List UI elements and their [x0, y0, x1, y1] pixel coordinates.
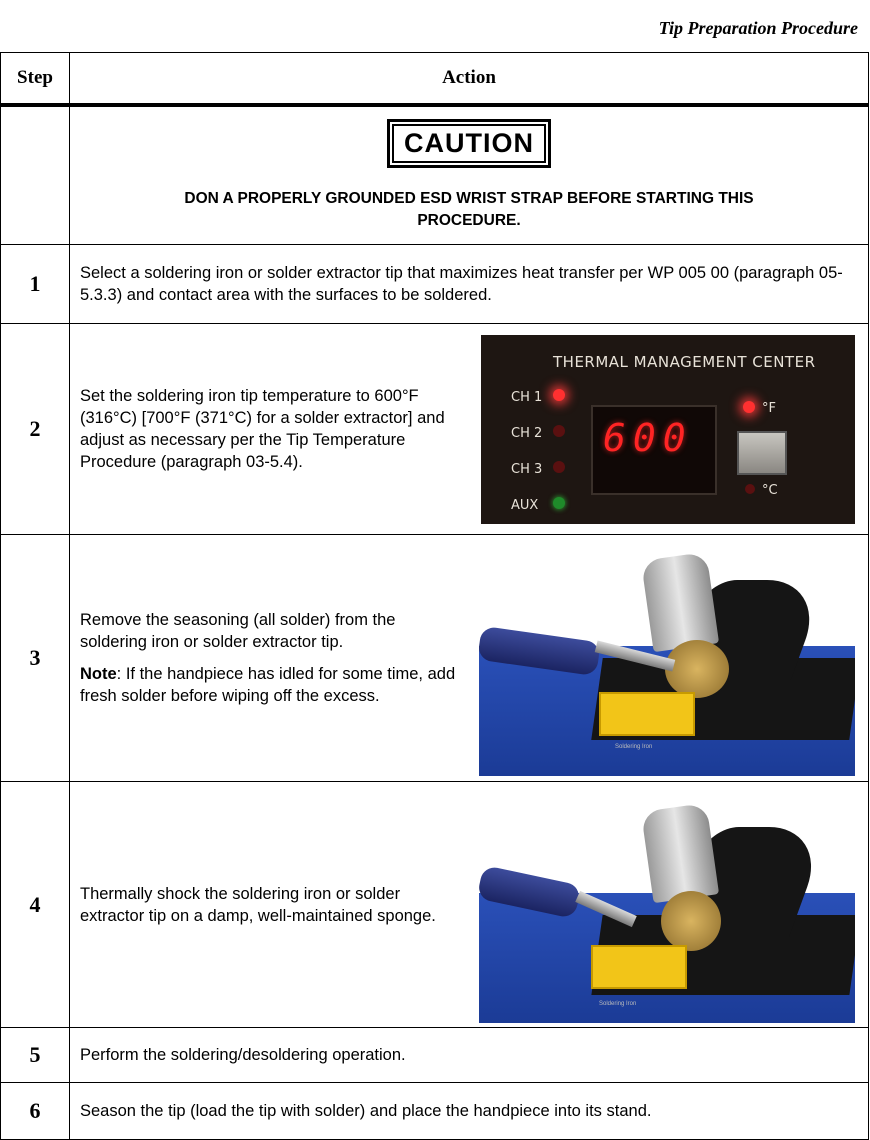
ch1-led-icon [553, 389, 565, 401]
caution-row [1, 105, 869, 245]
brass-wool [661, 891, 721, 951]
table-row [1, 782, 869, 1028]
iron-holder-cone [641, 552, 719, 652]
step-action-cell [70, 535, 869, 782]
stand-brand-text: Soldering Iron [615, 744, 653, 750]
caution-label: CAUTION [387, 119, 551, 168]
fahrenheit-led-icon [743, 401, 755, 413]
step-note [80, 663, 460, 707]
unit-c-label: °C [762, 482, 778, 498]
channel-label: CH 1 [511, 389, 543, 405]
table-header-row [1, 53, 869, 106]
step-number: 2 [1, 324, 70, 535]
step-number: 1 [1, 245, 70, 324]
table-row [1, 245, 869, 324]
table-row [1, 1083, 869, 1140]
channel-label: AUX [511, 497, 539, 513]
temperature-display [591, 405, 717, 495]
column-header-step: Step [1, 53, 70, 106]
step-number: 6 [1, 1083, 70, 1140]
column-header-action: Action [70, 53, 869, 106]
table-row [1, 535, 869, 782]
caution-cell [70, 105, 869, 245]
step-action-text: Set the soldering iron tip temperature to 600°F (316°C) [700°F (371°C) for a solder extractor] and adjust as necessary per the Tip Temperature Procedure (paragraph 03-5.4). [80, 387, 445, 471]
iron-holder-cone [641, 802, 719, 902]
caution-step-cell [1, 105, 70, 245]
aux-led-icon [553, 497, 565, 509]
sponge [591, 945, 687, 989]
sponge [599, 692, 695, 736]
procedure-table [0, 52, 869, 1140]
unit-f-label: °F [762, 400, 776, 416]
thermal-management-panel-image [481, 335, 855, 524]
note-text: : If the handpiece has idled for some time, add fresh solder before wiping off the excess. [80, 665, 456, 705]
caution-text [70, 188, 868, 232]
ch3-led-icon [553, 461, 565, 473]
panel-title: THERMAL MANAGEMENT CENTER [553, 352, 816, 371]
temperature-readout: 600 [603, 415, 693, 460]
step-action-text: Thermally shock the soldering iron or solder extractor tip on a damp, well-maintained sponge. [80, 884, 436, 925]
brass-wool [665, 640, 729, 698]
step-action-text: Season the tip (load the tip with solder) and place the handpiece into its stand. [70, 1083, 869, 1140]
step-action-cell [70, 782, 869, 1028]
page-header-title: Tip Preparation Procedure [658, 18, 858, 38]
channel-label: CH 2 [511, 425, 543, 441]
note-label: Note [80, 665, 117, 683]
step-number: 3 [1, 535, 70, 782]
table-row [1, 324, 869, 535]
ch2-led-icon [553, 425, 565, 437]
soldering-stand-photo [479, 787, 855, 1023]
step-action-text: Select a soldering iron or solder extractor tip that maximizes heat transfer per WP 005 00 (paragraph 05-5.3.3) and contact area with the surfaces to be soldered. [70, 245, 869, 324]
step-action-text: Perform the soldering/desoldering operation. [70, 1028, 869, 1083]
step-action-main: Remove the seasoning (all solder) from the soldering iron or solder extractor tip. [80, 611, 396, 651]
soldering-stand-photo [479, 540, 855, 776]
caution-text-line1: DON A PROPERLY GROUNDED ESD WRIST STRAP BEFORE STARTING THIS [184, 190, 754, 207]
stand-brand-text: Soldering Iron [599, 1000, 637, 1007]
celsius-led-icon [745, 484, 755, 494]
step-action-cell [70, 324, 869, 535]
step-action-text [80, 609, 460, 707]
table-row [1, 1028, 869, 1083]
caution-text-line2: PROCEDURE. [417, 212, 521, 229]
unit-toggle-button [737, 431, 787, 475]
step-number: 5 [1, 1028, 70, 1083]
step-number: 4 [1, 782, 70, 1028]
channel-label: CH 3 [511, 461, 543, 477]
